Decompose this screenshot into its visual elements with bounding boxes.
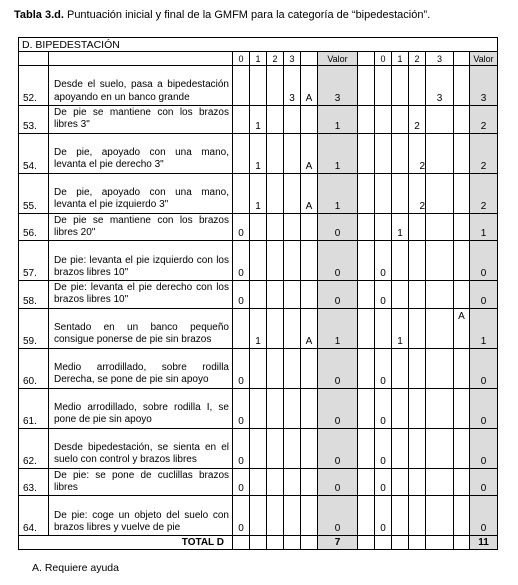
table-row	[19, 428, 498, 468]
final-score-1	[392, 173, 409, 213]
final-blank	[358, 388, 375, 428]
initial-score-2	[267, 241, 284, 281]
initial-score-2	[267, 388, 284, 428]
final-score-3	[426, 213, 454, 241]
final-score-3	[426, 173, 454, 213]
final-score-0	[375, 308, 392, 348]
final-valor: 2	[470, 133, 498, 173]
initial-score-0	[233, 173, 250, 213]
total-blank	[454, 536, 470, 550]
initial-assist: A	[301, 133, 318, 173]
initial-assist: A	[301, 66, 318, 106]
item-number: 59.	[19, 308, 49, 348]
header-final-valor: Valor	[470, 52, 498, 66]
final-blank	[358, 106, 375, 134]
legend-note: A. Requiere ayuda	[32, 562, 119, 574]
header-initial-score-2: 2	[267, 52, 284, 66]
initial-score-3	[284, 348, 301, 388]
final-assist	[454, 468, 470, 496]
final-score-2	[409, 281, 426, 309]
total-label: TOTAL D	[19, 536, 233, 550]
final-score-2: 2	[409, 133, 426, 173]
final-score-2	[409, 428, 426, 468]
final-score-1	[392, 133, 409, 173]
final-assist	[454, 241, 470, 281]
header-final-score-0: 0	[375, 52, 392, 66]
final-valor: 0	[470, 281, 498, 309]
header-initial-assist	[301, 52, 318, 66]
header-final-assist	[454, 52, 470, 66]
initial-score-2	[267, 428, 284, 468]
initial-score-1: 1	[250, 308, 267, 348]
item-number: 61.	[19, 388, 49, 428]
final-valor: 0	[470, 348, 498, 388]
final-score-0	[375, 66, 392, 106]
gmfm-table	[18, 37, 498, 550]
initial-score-1	[250, 428, 267, 468]
final-assist	[454, 496, 470, 536]
final-score-2	[409, 66, 426, 106]
final-valor: 2	[470, 106, 498, 134]
item-description: De pie, apoyado con una mano, levanta el pie izquierdo 3"	[49, 173, 233, 213]
initial-valor: 1	[318, 173, 358, 213]
total-blank	[409, 536, 426, 550]
final-score-3	[426, 281, 454, 309]
final-score-1: 1	[392, 308, 409, 348]
final-blank	[358, 173, 375, 213]
initial-score-0	[233, 106, 250, 134]
final-valor: 2	[470, 173, 498, 213]
final-blank	[358, 241, 375, 281]
table-row	[19, 213, 498, 241]
item-number: 56.	[19, 213, 49, 241]
total-blank	[375, 536, 392, 550]
final-score-2	[409, 308, 426, 348]
final-score-0	[375, 213, 392, 241]
final-score-3	[426, 106, 454, 134]
final-valor: 0	[470, 496, 498, 536]
initial-score-2	[267, 281, 284, 309]
initial-assist	[301, 106, 318, 134]
final-score-1	[392, 428, 409, 468]
header-blank	[19, 52, 49, 66]
final-assist	[454, 133, 470, 173]
initial-score-1: 1	[250, 106, 267, 134]
final-score-0: 0	[375, 468, 392, 496]
initial-score-1	[250, 213, 267, 241]
initial-score-1	[250, 388, 267, 428]
item-number: 58.	[19, 281, 49, 309]
initial-valor: 0	[318, 281, 358, 309]
table-row	[19, 348, 498, 388]
final-valor: 0	[470, 428, 498, 468]
total-blank	[426, 536, 454, 550]
final-score-1	[392, 388, 409, 428]
total-blank	[250, 536, 267, 550]
total-blank	[233, 536, 250, 550]
initial-score-0: 0	[233, 428, 250, 468]
item-description: Medio arrodillado, sobre rodilla I, se pone de pie sin apoyo	[49, 388, 233, 428]
initial-score-2	[267, 106, 284, 134]
initial-score-3	[284, 241, 301, 281]
initial-score-0: 0	[233, 348, 250, 388]
item-description: De pie se mantiene con los brazos libres 20"	[49, 213, 233, 241]
initial-valor: 0	[318, 428, 358, 468]
initial-score-1	[250, 66, 267, 106]
initial-score-1	[250, 241, 267, 281]
total-blank	[392, 536, 409, 550]
initial-score-1: 1	[250, 173, 267, 213]
final-score-2: 2	[409, 173, 426, 213]
initial-assist	[301, 428, 318, 468]
final-score-0: 0	[375, 388, 392, 428]
item-description: De pie: levanta el pie izquierdo con los brazos libres 10"	[49, 241, 233, 281]
final-assist: A	[454, 308, 470, 348]
initial-score-2	[267, 348, 284, 388]
table-row	[19, 106, 498, 134]
final-score-3	[426, 468, 454, 496]
final-score-2	[409, 241, 426, 281]
initial-score-3	[284, 213, 301, 241]
total-initial-value: 7	[318, 536, 358, 550]
initial-valor: 3	[318, 66, 358, 106]
initial-score-0: 0	[233, 241, 250, 281]
final-valor: 0	[470, 468, 498, 496]
initial-assist	[301, 348, 318, 388]
initial-score-0	[233, 66, 250, 106]
header-final-blank	[358, 52, 375, 66]
item-description: Medio arrodillado, sobre rodilla Derecha, se pone de pie sin apoyo	[49, 348, 233, 388]
total-blank	[267, 536, 284, 550]
header-final-score-1: 1	[392, 52, 409, 66]
final-score-3	[426, 241, 454, 281]
initial-score-3	[284, 388, 301, 428]
initial-score-3	[284, 496, 301, 536]
final-score-1	[392, 66, 409, 106]
final-blank	[358, 213, 375, 241]
item-number: 63.	[19, 468, 49, 496]
initial-score-0: 0	[233, 388, 250, 428]
table-row	[19, 468, 498, 496]
initial-score-3	[284, 308, 301, 348]
initial-score-0: 0	[233, 496, 250, 536]
final-blank	[358, 496, 375, 536]
initial-valor: 1	[318, 133, 358, 173]
final-score-0: 0	[375, 348, 392, 388]
item-description: De pie: coge un objeto del suelo con brazos libres y vuelve de pie	[49, 496, 233, 536]
table-row	[19, 388, 498, 428]
header-initial-score-1: 1	[250, 52, 267, 66]
item-description: Desde bipedestación, se sienta en el suelo con control y brazos libres	[49, 428, 233, 468]
initial-score-2	[267, 173, 284, 213]
final-assist	[454, 66, 470, 106]
initial-valor: 1	[318, 308, 358, 348]
item-description: Sentado en un banco pequeño consigue ponerse de pie sin brazos	[49, 308, 233, 348]
final-score-0	[375, 106, 392, 134]
final-score-2	[409, 388, 426, 428]
final-score-2	[409, 213, 426, 241]
total-blank	[301, 536, 318, 550]
final-score-1	[392, 281, 409, 309]
final-assist	[454, 428, 470, 468]
final-assist	[454, 388, 470, 428]
initial-assist	[301, 388, 318, 428]
final-score-3	[426, 348, 454, 388]
initial-assist	[301, 496, 318, 536]
final-blank	[358, 281, 375, 309]
initial-score-0	[233, 133, 250, 173]
final-assist	[454, 281, 470, 309]
initial-score-3	[284, 468, 301, 496]
final-score-1	[392, 241, 409, 281]
initial-valor: 0	[318, 348, 358, 388]
final-valor: 3	[470, 66, 498, 106]
initial-score-3	[284, 281, 301, 309]
final-score-2	[409, 468, 426, 496]
caption-text: Puntuación inicial y final de la GMFM para la categoría de “bipedestación”.	[63, 9, 431, 21]
initial-score-2	[267, 496, 284, 536]
initial-assist	[301, 241, 318, 281]
final-valor: 0	[470, 241, 498, 281]
final-score-2	[409, 348, 426, 388]
initial-valor: 0	[318, 241, 358, 281]
final-score-3	[426, 496, 454, 536]
final-score-2: 2	[409, 106, 426, 134]
item-number: 60.	[19, 348, 49, 388]
initial-score-0: 0	[233, 468, 250, 496]
header-initial-score-3: 3	[284, 52, 301, 66]
initial-assist: A	[301, 173, 318, 213]
initial-valor: 0	[318, 496, 358, 536]
item-number: 64.	[19, 496, 49, 536]
initial-valor: 1	[318, 106, 358, 134]
initial-assist	[301, 468, 318, 496]
item-description: De pie: levanta el pie derecho con los brazos libres 10"	[49, 281, 233, 309]
final-score-0	[375, 133, 392, 173]
final-score-3	[426, 388, 454, 428]
initial-assist	[301, 281, 318, 309]
final-score-3	[426, 133, 454, 173]
initial-score-2	[267, 66, 284, 106]
initial-assist: A	[301, 308, 318, 348]
initial-score-0: 0	[233, 213, 250, 241]
final-assist	[454, 106, 470, 134]
item-number: 62.	[19, 428, 49, 468]
initial-score-2	[267, 133, 284, 173]
final-score-1	[392, 106, 409, 134]
initial-score-0	[233, 308, 250, 348]
final-score-3	[426, 308, 454, 348]
initial-valor: 0	[318, 468, 358, 496]
caption-label: Tabla 3.d.	[14, 9, 64, 21]
final-score-3	[426, 428, 454, 468]
item-description: De pie, apoyado con una mano, levanta el pie derecho 3"	[49, 133, 233, 173]
table-row	[19, 173, 498, 213]
table-row	[19, 241, 498, 281]
final-score-1	[392, 496, 409, 536]
initial-score-2	[267, 213, 284, 241]
table-row	[19, 308, 498, 348]
item-number: 54.	[19, 133, 49, 173]
item-number: 57.	[19, 241, 49, 281]
final-assist	[454, 213, 470, 241]
total-row	[19, 536, 498, 550]
initial-assist	[301, 213, 318, 241]
header-final-score-2: 2	[409, 52, 426, 66]
final-score-2	[409, 496, 426, 536]
final-assist	[454, 173, 470, 213]
final-score-0: 0	[375, 281, 392, 309]
final-valor: 1	[470, 213, 498, 241]
header-initial-score-0: 0	[233, 52, 250, 66]
final-score-0: 0	[375, 428, 392, 468]
table-row	[19, 281, 498, 309]
item-description: De pie: se pone de cuclillas brazos libres	[49, 468, 233, 496]
initial-score-2	[267, 468, 284, 496]
initial-score-0: 0	[233, 281, 250, 309]
total-blank	[358, 536, 375, 550]
final-blank	[358, 428, 375, 468]
initial-score-1: 1	[250, 133, 267, 173]
table-caption	[14, 9, 430, 21]
item-number: 53.	[19, 106, 49, 134]
final-valor: 1	[470, 308, 498, 348]
item-description: Desde el suelo, pasa a bipedestación apoyando en un banco grande	[49, 66, 233, 106]
final-score-1: 1	[392, 213, 409, 241]
final-blank	[358, 133, 375, 173]
table-row	[19, 133, 498, 173]
final-blank	[358, 66, 375, 106]
initial-valor: 0	[318, 213, 358, 241]
item-description: De pie se mantiene con los brazos libres 3"	[49, 106, 233, 134]
final-score-1	[392, 468, 409, 496]
initial-score-3	[284, 173, 301, 213]
initial-score-1	[250, 348, 267, 388]
final-score-3: 3	[426, 66, 454, 106]
initial-score-1	[250, 281, 267, 309]
item-number: 52.	[19, 66, 49, 106]
initial-score-1	[250, 468, 267, 496]
final-score-0: 0	[375, 241, 392, 281]
final-blank	[358, 468, 375, 496]
initial-score-3	[284, 428, 301, 468]
total-final-value: 11	[470, 536, 498, 550]
table-row	[19, 496, 498, 536]
final-blank	[358, 308, 375, 348]
initial-score-2	[267, 308, 284, 348]
header-final-score-3: 3	[426, 52, 454, 66]
initial-valor: 0	[318, 388, 358, 428]
header-initial-valor: Valor	[318, 52, 358, 66]
initial-score-3: 3	[284, 66, 301, 106]
final-valor: 0	[470, 388, 498, 428]
header-blank	[49, 52, 233, 66]
header-row	[19, 52, 498, 66]
initial-score-1	[250, 496, 267, 536]
final-blank	[358, 348, 375, 388]
initial-score-3	[284, 106, 301, 134]
final-score-1	[392, 348, 409, 388]
table-row	[19, 66, 498, 106]
final-score-0: 0	[375, 496, 392, 536]
item-number: 55.	[19, 173, 49, 213]
total-blank	[284, 536, 301, 550]
final-assist	[454, 348, 470, 388]
final-score-0	[375, 173, 392, 213]
section-title: D. BIPEDESTACIÓN	[19, 38, 498, 52]
initial-score-3	[284, 133, 301, 173]
